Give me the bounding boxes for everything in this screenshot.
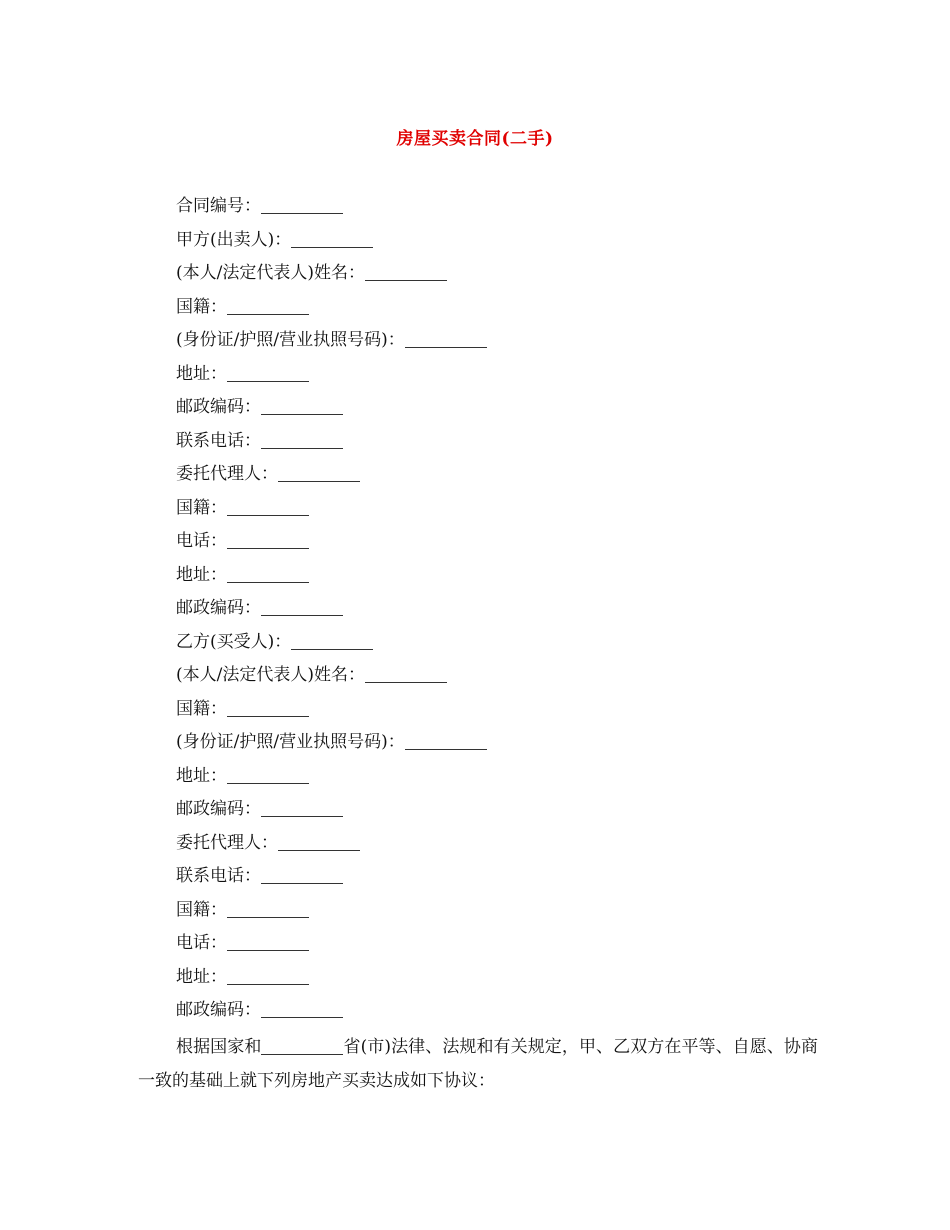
field-row <box>176 260 826 294</box>
field-row <box>176 629 826 663</box>
field-blank[interactable] <box>261 595 343 616</box>
field-blank[interactable] <box>227 495 309 516</box>
field-blank[interactable] <box>227 897 309 918</box>
field-label: 邮政编码： <box>176 598 261 618</box>
field-label: 地址： <box>176 363 227 384</box>
field-row <box>176 327 826 361</box>
field-blank[interactable] <box>227 562 309 583</box>
field-row <box>176 193 826 227</box>
field-blank[interactable] <box>405 327 487 348</box>
field-row <box>176 662 826 696</box>
intro-paragraph <box>138 1030 818 1098</box>
field-label: 委托代理人： <box>176 832 278 853</box>
field-blank[interactable] <box>405 729 487 750</box>
field-label: 合同编号： <box>176 196 261 216</box>
field-row <box>176 796 826 830</box>
field-row <box>176 595 826 629</box>
field-blank[interactable] <box>261 997 343 1018</box>
field-label: (本人/法定代表人)姓名： <box>176 263 365 283</box>
field-label: 国籍： <box>176 698 227 719</box>
field-row <box>176 461 826 495</box>
intro-text-before: 根据国家和 <box>176 1037 262 1057</box>
field-row <box>176 428 826 462</box>
field-label: 国籍： <box>176 899 227 920</box>
field-label: 国籍： <box>176 497 227 518</box>
field-label: 邮政编码： <box>176 397 261 417</box>
party-info-fields <box>176 193 826 1031</box>
field-row <box>176 294 826 328</box>
field-row <box>176 830 826 864</box>
field-blank[interactable] <box>278 830 360 851</box>
field-blank[interactable] <box>278 461 360 482</box>
field-label: 地址： <box>176 564 227 585</box>
field-label: 国籍： <box>176 296 227 317</box>
field-row <box>176 394 826 428</box>
field-blank[interactable] <box>261 193 343 214</box>
field-row <box>176 696 826 730</box>
field-label: 联系电话： <box>176 430 261 451</box>
field-blank[interactable] <box>261 863 343 884</box>
field-label: (身份证/护照/营业执照号码)： <box>176 732 405 752</box>
field-blank[interactable] <box>227 930 309 951</box>
field-blank[interactable] <box>227 361 309 382</box>
field-blank[interactable] <box>227 696 309 717</box>
field-label: 电话： <box>176 933 227 953</box>
field-row <box>176 897 826 931</box>
field-row <box>176 930 826 964</box>
field-row <box>176 729 826 763</box>
field-blank[interactable] <box>291 629 373 650</box>
field-blank[interactable] <box>261 394 343 415</box>
field-blank[interactable] <box>365 662 447 683</box>
field-row <box>176 863 826 897</box>
field-label: 地址： <box>176 765 227 786</box>
field-row <box>176 763 826 797</box>
document-title: 房屋买卖合同(二手) <box>396 129 554 149</box>
field-label: (身份证/护照/营业执照号码)： <box>176 330 405 350</box>
field-blank[interactable] <box>291 227 373 248</box>
field-label: 甲方(出卖人)： <box>176 229 292 250</box>
intro-text-after: 省(市)法律、法规和有关规定，甲、乙双方在平等、自愿、协商一致的基础上就下列房地产买卖达成如下协议： <box>138 1037 819 1091</box>
field-label: 委托代理人： <box>176 464 278 484</box>
field-row <box>176 361 826 395</box>
field-row <box>176 495 826 529</box>
field-row <box>176 227 826 261</box>
field-label: 地址： <box>176 966 227 987</box>
field-label: 电话： <box>176 531 227 551</box>
field-blank[interactable] <box>227 964 309 985</box>
field-label: 邮政编码： <box>176 1000 261 1020</box>
field-row <box>176 562 826 596</box>
field-blank[interactable] <box>227 528 309 549</box>
field-blank[interactable] <box>227 294 309 315</box>
field-label: (本人/法定代表人)姓名： <box>176 665 365 685</box>
province-blank[interactable] <box>261 1034 343 1055</box>
field-row <box>176 528 826 562</box>
field-blank[interactable] <box>227 763 309 784</box>
field-label: 联系电话： <box>176 866 261 886</box>
field-blank[interactable] <box>261 796 343 817</box>
field-row <box>176 964 826 998</box>
field-label: 邮政编码： <box>176 799 261 819</box>
field-label: 乙方(买受人)： <box>176 631 292 652</box>
field-blank[interactable] <box>261 428 343 449</box>
field-blank[interactable] <box>365 260 447 281</box>
field-row <box>176 997 826 1031</box>
